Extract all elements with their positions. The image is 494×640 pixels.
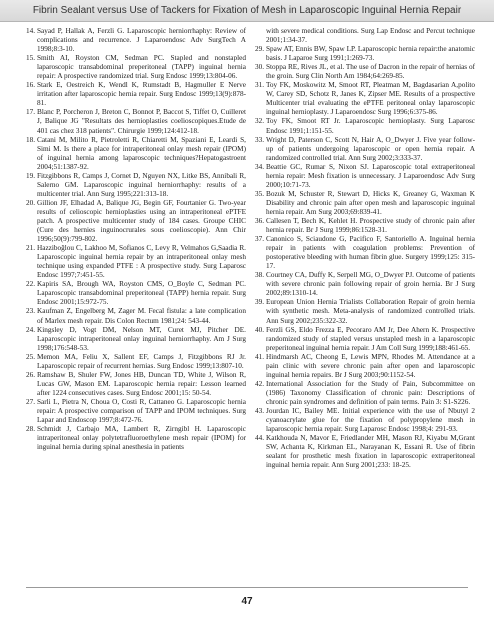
reference-text: Gillion JF, Elhadad A, Balique JG, Begin GF, Fourtanier G. Two-year results of celioscopic hernioplasties using an intraperitoneal ePTFE patch. A prospective multicenter study of 184 cases. Groupe CHIC (Cure des hernies inguinocrurales sous coelioscopie). Ann Chir 1996;50(9):799-802.	[37, 198, 246, 244]
reference-number: 30.	[255, 63, 265, 72]
reference-entry	[26, 307, 246, 325]
reference-text: Bozuk M, Schuster R, Stewart D, Hicks K, Greaney G, Waxman K Disability and chronic pain after open mesh and laparoscopic inguinal hernia repair. Am Surg 2003;69:839-41.	[266, 189, 475, 216]
reference-entry	[26, 326, 246, 353]
reference-text: Catani M, Milito R, Pietroletti R, Chiaretti M, Spaziani E, Leardi S, Simi M. Is there a place for intraperitoneal onlay mesh repair (IPOM) of inguinal hernia among laparoscopic techniques?Hepatogastroent 2004;51:1387-92.	[37, 135, 246, 171]
reference-number: 35.	[255, 189, 265, 198]
reference-text: Jourdan IC, Bailey ME. Initial experience with the use of Nbutyl 2 cyanoacrylate glue for the fixation of polypropylene mesh in laparoscopic hernia repair. Surg Laparosc Endosc 1998;4: 291-93.	[266, 406, 475, 434]
reference-entry	[26, 244, 246, 280]
reference-text: with severe medical conditions. Surg Lap Endosc and Percut technique 2001;1:34-37.	[266, 27, 475, 45]
reference-number: 31.	[255, 81, 265, 90]
reference-entry	[255, 353, 475, 380]
reference-number: 37.	[255, 235, 265, 244]
reference-number: 26.	[26, 370, 36, 379]
reference-text: Fitzgibbons R, Camps J, Cornet D, Nguyen NX, Litke BS, Annibali R, Salerno GM. Laparoscopic inguinal herniorrhaphy: results of a multicenter trial. Ann Surg 1995;221:313-18.	[37, 171, 246, 198]
reference-text: Ramshaw B, Shuler FW, Jones HB, Duncan TD, White J, Wilson R, Lucas GW, Mason EM. Laparoscopic hernia repair: Lesson learned after 1224 consecutives cases. Surg Endosc 2001;15: 50-54.	[37, 370, 246, 397]
reference-entry	[255, 117, 475, 135]
reference-text: Courtney CA, Duffy K, Serpell MG, O_Dwyer PJ. Outcome of patients with severe chronic pain following repair of groin hernia. Br J Surg 2002;89:1310-14.	[266, 271, 475, 298]
reference-text: Smith AI, Royston CM, Sedman PC. Stapled and nonstapled laparoscopic transabdominal preperitoneal (TAPP) inguinal hernia repair: A prospective randomized trial. Surg Endosc 1999;13:804-06.	[37, 54, 246, 81]
reference-entry	[255, 136, 475, 163]
reference-number: 17.	[26, 108, 36, 117]
reference-entry	[26, 280, 246, 307]
reference-number: 21.	[26, 244, 36, 253]
reference-number: 22.	[26, 280, 36, 289]
reference-number: 44.	[255, 434, 265, 443]
reference-number: 34.	[255, 162, 265, 171]
reference-text: Wright D, Paterson C, Scott N, Hair A, O_Dwyer J. Five year follow-up of patients undergoing laparoscopic or open hernia repair. A randomized controlled trial. Ann Surg 2002;3:333-37.	[266, 135, 475, 162]
reference-number: 42.	[255, 379, 265, 388]
reference-entry	[255, 235, 475, 271]
reference-text: European Union Hernia Trialists Collaboration Repair of groin hernia with synthetic mesh. Meta-analysis of randomized controlled trials. Ann Surg 2002;235:322-32.	[266, 298, 475, 325]
reference-number: 33.	[255, 135, 265, 144]
reference-number: 38.	[255, 271, 265, 280]
reference-text: Stark E, Oestreich K, Wendl K, Rumstadt B, Hagmuller E Nerve irritation after laparoscopic hernia repair. Surg Endosc 1999;13(9):878-81.	[37, 81, 246, 108]
reference-entry	[255, 380, 475, 407]
reference-text: Kingsley D, Vogt DM, Nelson MT, Curet MJ, Pitcher DE. Laparoscopic intraperitoneal onlay inguinal herniorrhaphy. Am J Surg 1998;176:548-53.	[37, 325, 246, 352]
reference-entry	[26, 398, 246, 425]
reference-number: 29.	[255, 45, 265, 54]
reference-text: Toy FK, Moskowitz M, Smoot RT, Pleatman M, Bagdasarian A,polito W, Carey SD, Schotz R, Janes K, Zipser ME. Results of a prospective Multicenter trial evaluating the ePTFE peritoneal onlay laparoscopic inguinal hernioplasty. J Laparoendosc Surg 1996;6:375-86.	[266, 81, 475, 117]
reference-column-left	[26, 27, 246, 452]
reference-entry	[255, 163, 475, 190]
reference-entry	[255, 434, 475, 470]
reference-number: 27.	[26, 397, 36, 406]
reference-text: Spaw AT, Ennis BW, Spaw LP. Laparoscopic hernia repair:the anatomic basis. J Laparoe Surg 1991;1:269-73.	[266, 45, 475, 63]
reference-text: Sayad P, Hallak A, Ferzli G. Laparoscopic herniorrhaphy: Review of complications and recurrence. J Laparoendosc Adv SurgTech A 1998;8:3-10.	[37, 27, 246, 54]
reference-text: Sarli L, Pietra N, Choua O, Costi R, Cattaneo G. Laparoscopic hernia repair: A prospective comparison of TAPP and IPOM techniques. Surg Lapar and Endoscop 1997;8:472-76.	[37, 397, 246, 425]
reference-entry	[26, 108, 246, 135]
reference-number: 36.	[255, 216, 265, 225]
reference-entry	[255, 271, 475, 298]
reference-text: Schmidt J, Carbajo MA, Lambert R, Zirngibl H. Laparoscopic intraperitoneal onlay polytetrafluoroethylene mesh repair (IPOM) for inguinal hernia during spinal anesthesia in patients	[37, 425, 246, 452]
reference-entry	[26, 81, 246, 108]
footer-divider	[26, 587, 468, 588]
reference-number: 28.	[26, 425, 36, 434]
reference-text: Beattie GC, Rumar S, Nixon SJ. Laparoscopic total extraperitoneal hernia repair: Mesh fixation is unnecessary. J Laparoendosc Adv Surg 2000;10:71-73.	[266, 162, 475, 189]
running-header-title: Fibrin Sealant versus Use of Tackers for Fixation of Mesh in Laparoscopic Inguinal Hernia Repair	[32, 5, 462, 16]
reference-entry	[26, 27, 246, 54]
reference-entry	[26, 54, 246, 81]
reference-entry	[26, 371, 246, 398]
reference-text: Ferzli GS, Eldo Frezza E, Pecoraro AM Jr, Dee Ahern K. Prospective randomized study of stapled versus unstapled mesh in a laparoscopic preperitoneal inguinal hernia repair. J Am Coll Surg 1999;188:461-65.	[266, 325, 475, 352]
reference-text: Hindmarsh AC, Cheong E, Lewis MPN, Rhodes M. Attendance at a pain clinic with severe chronic pain after open and laparoscopic inguinal hernia repairs. Br J Surg 2003;90:1152-54.	[266, 352, 475, 379]
page-number: 47	[241, 596, 253, 607]
reference-entry	[26, 172, 246, 199]
reference-entry	[255, 298, 475, 325]
reference-number: 23.	[26, 307, 36, 316]
reference-number: 40.	[255, 325, 265, 334]
reference-text: Katkhouda N, Mavor E, Friedlander MH, Mason RJ, Kiyabu M,Grant SW, Achanta K, Kirkman EL, Narayanan K, Essani R. Use of fibrin sealant for prosthetic mesh fixation in laparoscopic extraperitoneal inguinal hernia repair. Ann Surg 2001;233: 18-25.	[266, 434, 475, 470]
reference-entry	[255, 27, 475, 45]
reference-number: 25.	[26, 352, 36, 361]
reference-text: Toy FK, Smoot RT Jr. Laparoscopic hernioplasty. Surg Laparosc Endosc 1991;1:151-55.	[266, 117, 475, 135]
reference-number: 14.	[26, 27, 36, 35]
reference-text: Memon MA, Feliu X, Sallent EF, Camps J, Fitzgibbons RJ Jr. Laparoscopic repair of recurrent hernias. Surg Endosc 1999;13:807-10.	[37, 352, 246, 370]
reference-number: 43.	[255, 406, 265, 415]
reference-text: Callesen T, Bech K, Kehlet H. Prospective study of chronic pain after hernia repair. Br J Surg 1999;86:1528-31.	[266, 216, 475, 235]
running-header	[0, 0, 494, 22]
reference-entry	[255, 407, 475, 434]
reference-text: International Association for the Study of Pain, Subcommittee on (1986) Taxonomy Classification of chronic pain: Descriptions of chronic pain syndromes and definition of pain terms. Pain 3: S1-S226.	[266, 379, 475, 406]
reference-entry	[26, 425, 246, 452]
reference-entry	[255, 326, 475, 353]
reference-text: Stoppa RE, Rives JL, et al. The use of Dacron in the repair of hernias of the groin. Surg Clin North Am 1984;64:269-85.	[266, 63, 475, 81]
reference-text: Kapiris SA, Brough WA, Royston CMS, O_Boyle C, Sedman PC. Laparoscopic transabdominal preperitoneal (TAPP) hernia repair. Surg Endosc 2001;15:972-75.	[37, 280, 246, 307]
reference-number: 32.	[255, 117, 265, 126]
reference-text: Blanc P, Porcheron J, Breton C, Bonnot P, Baccot S, Tiffet O, Cuilleret J, Balique JG "Resultats des hernioplasties coelioscopiques.Etude de 401 cas chez 318 patients". Chirurgie 1999;124:412-18.	[37, 108, 246, 135]
reference-number: 19.	[26, 171, 36, 180]
reference-text: Hazziboğlou C, Lakhoo M, Sofianos C, Levy R, Velmahos G,Saadia R. Laparoscopic inguinal hernia repair by an intraperitoneal onlay mesh technique using expanded PTFE : A prospective study. Surg Laparosc Endosc 1997;7:451-55.	[37, 244, 246, 280]
reference-entry	[26, 136, 246, 172]
reference-text: Kaufman Z, Engelberg M, Zager M. Fecal fistula: a late complication of Marlex mesh repair. Dis Colon Rectum 1981;24: 543-44.	[37, 307, 246, 325]
reference-entry	[255, 217, 475, 235]
reference-number: 41.	[255, 352, 265, 361]
reference-entry	[255, 81, 475, 117]
reference-entry	[26, 353, 246, 371]
reference-number: 24.	[26, 325, 36, 334]
reference-text: Canonico S, Sciaudone G, Pacifico F, Santoriello A. Inguinal hernia repair in patients with coagulation problems: Prevention of postoperative bleeding with human fibrin glue. Surgery 1999;125: 315-17.	[266, 235, 475, 271]
reference-entry	[26, 199, 246, 244]
reference-number: 15.	[26, 54, 36, 63]
reference-number: 16.	[26, 81, 36, 90]
reference-number: 18.	[26, 135, 36, 144]
reference-entry	[255, 190, 475, 217]
reference-number: 39.	[255, 298, 265, 307]
reference-number: 20.	[26, 198, 36, 207]
reference-entry	[255, 45, 475, 63]
reference-column-right	[255, 27, 475, 470]
reference-entry	[255, 63, 475, 81]
